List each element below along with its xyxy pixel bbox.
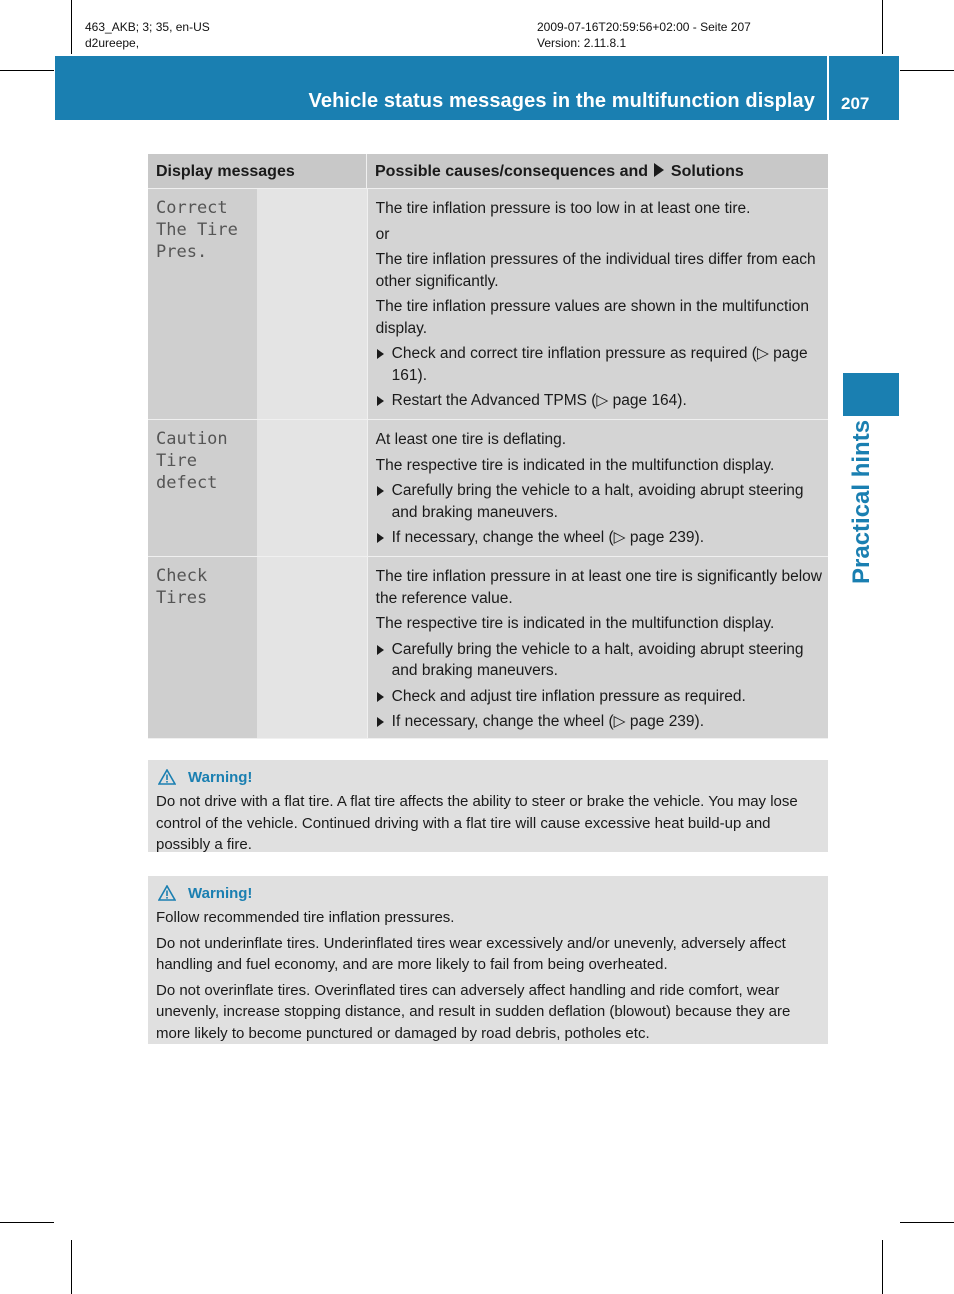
meta-left-line1: 463_AKB; 3; 35, en-US [85,20,210,34]
crop-mark [900,1222,954,1223]
cause-paragraph: The tire inflation pressure is too low in at least one tire. [375,200,751,217]
crop-mark [71,0,72,54]
arrow-right-icon [654,163,664,177]
status-messages-table [148,154,828,739]
solution-step [376,527,822,549]
cause-paragraph: The tire inflation pressures of the individual tires differ from each other significantly. [375,251,816,290]
solution-step-text: Check and correct tire inflation pressure as required (▷ page 161). [391,345,808,384]
solution-step-text: If necessary, change the wheel (▷ page 239). [391,713,705,730]
solution-step [376,343,822,386]
column-divider [366,154,367,188]
warning-triangle-icon [158,769,176,785]
warning-header [156,882,820,904]
display-message-text: Caution Tire defect [156,429,228,493]
step-arrow-icon [377,486,384,496]
meta-right-line2: Version: 2.11.8.1 [537,36,627,50]
display-message-cell [148,420,257,556]
step-arrow-icon [377,717,384,727]
solution-step [376,686,822,708]
cause-paragraph: The tire inflation pressure in at least one tire is significantly below the reference value. [375,568,822,607]
cause-paragraph: The tire inflation pressure values are shown in the multifunction display. [375,298,810,337]
column-header-solutions-text: Solutions [670,163,744,180]
display-message-text: Check Tires [156,566,208,608]
header-bar [55,56,827,120]
causes-solutions-cell [368,420,828,556]
crop-mark [71,1240,72,1294]
column-header-display-messages: Display messages [156,163,295,180]
print-meta-right [537,19,751,51]
warning-header [156,766,820,788]
solution-step-text: Restart the Advanced TPMS (▷ page 164). [391,392,687,409]
crop-mark [900,70,954,71]
cause-paragraph: or [375,225,390,243]
table-row [148,557,828,739]
section-tab-marker [843,373,899,416]
meta-right-line1: 2009-07-16T20:59:56+02:00 - Seite 207 [537,20,751,34]
column-header-causes-text: Possible causes/consequences and [375,163,649,180]
solution-step-text: Check and adjust tire inflation pressure as required. [391,687,746,705]
warning-triangle-icon [158,885,176,901]
table-row [148,420,828,557]
section-tab-label: Practical hints [848,419,875,584]
table-body [148,189,828,739]
cause-paragraph: The respective tire is indicated in the multifunction display. [375,456,775,474]
blank-cell [257,189,368,419]
step-arrow-icon [377,692,384,702]
warning-paragraph: Do not overinflate tires. Overinflated tires can adversely affect handling and ride comfort, wear unevenly, increase stopping distance, and result in sudden deflation (blowout) because they are more likely to become punctured or damaged by road debris, potholes etc. [156,981,791,1042]
step-arrow-icon [377,645,384,655]
crop-mark [882,0,883,54]
meta-left-line2: d2ureepe, [85,36,140,50]
page-number-box [829,56,899,120]
step-arrow-icon [377,349,384,359]
step-arrow-icon [377,533,384,543]
solution-step-text: If necessary, change the wheel (▷ page 239). [391,529,705,546]
cause-paragraph: At least one tire is deflating. [375,431,567,448]
warning-title: Warning! [188,885,253,902]
warning-paragraph: Do not underinflate tires. Underinflated tires wear excessively and/or unevenly, adversely affect handling and fuel economy, and are more likely to fail from being overheated. [156,934,786,973]
solution-step [376,390,822,412]
causes-solutions-cell [368,189,828,419]
solution-step [376,639,822,682]
warning-text [156,791,820,856]
warning-paragraph: Follow recommended tire inflation pressures. [156,909,455,926]
solution-step-text: Carefully bring the vehicle to a halt, avoiding abrupt steering and braking maneuvers. [391,640,804,679]
warning-box-inflation [148,876,828,1044]
warning-box-flat-tire [148,760,828,852]
warning-text [156,907,820,1044]
crop-mark [882,1240,883,1294]
solution-step [376,711,822,733]
page-number: 207 [841,94,870,113]
blank-cell [257,420,368,556]
warning-title: Warning! [188,769,253,786]
display-message-text: Correct The Tire Pres. [156,198,238,262]
solution-step [376,480,822,523]
display-message-cell [148,189,257,419]
crop-mark [0,70,54,71]
causes-solutions-cell [368,557,828,738]
table-row [148,189,828,420]
cause-paragraph: The respective tire is indicated in the multifunction display. [375,615,775,632]
page-title: Vehicle status messages in the multifunction display [308,90,815,112]
step-arrow-icon [377,396,384,406]
solution-step-text: Carefully bring the vehicle to a halt, avoiding abrupt steering and braking maneuvers. [391,482,804,521]
crop-mark [0,1222,54,1223]
table-header [148,154,828,189]
display-message-cell [148,557,257,738]
blank-cell [257,557,368,738]
print-meta-left [85,19,210,51]
column-header-causes [375,163,744,181]
warning-paragraph: Do not drive with a flat tire. A flat tire affects the ability to steer or brake the vehicle. You may lose control of the vehicle. Continued driving with a flat tire will cause excessive heat build-up and possibly a fire. [156,793,798,853]
